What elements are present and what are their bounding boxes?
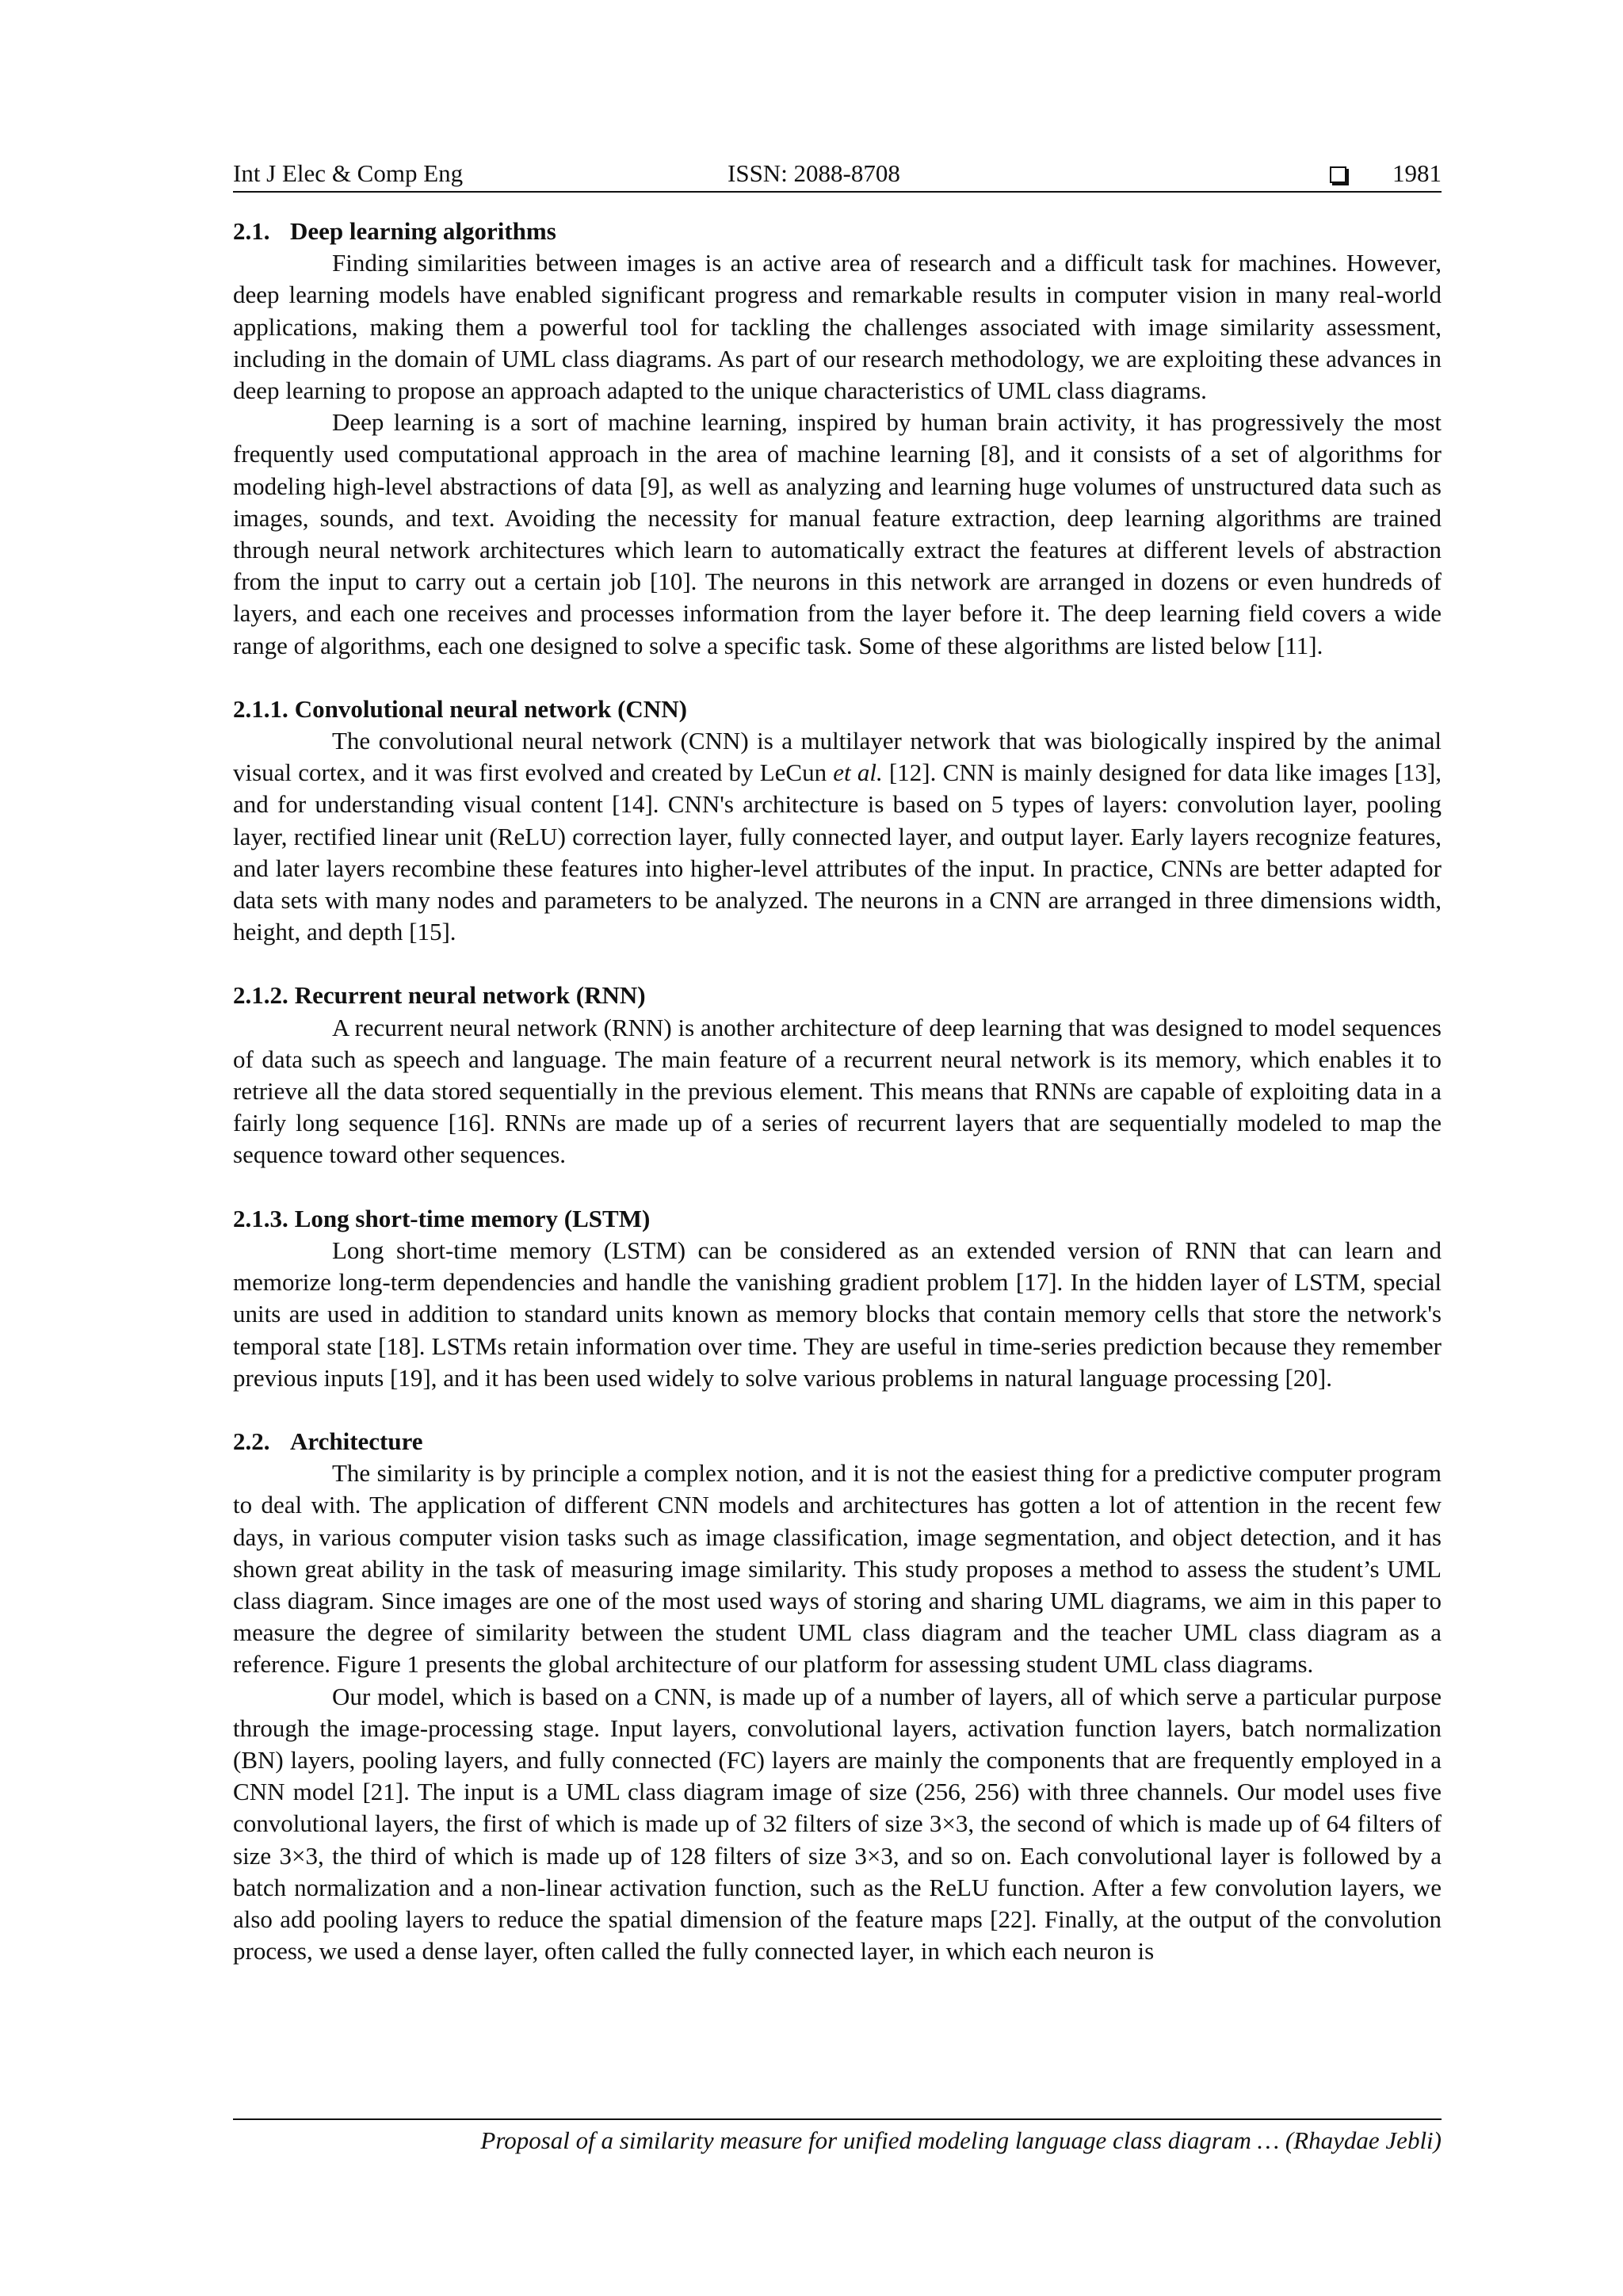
checkbox-square-icon (1330, 166, 1346, 183)
paragraph: Deep learning is a sort of machine learning, inspired by human brain activity, it has progressively the most frequently used computational approach in the area of machine learning [8], and it consists of a set of algorithms for modeling high-level abstractions of data [9], as well as analyzing and learning huge volumes of unstructured data such as images, sounds, and text. Avoiding the necessity for manual feature extraction, deep learning algorithms are trained through neural network architectures which learn to automatically extract the features at different levels of abstraction from the input to carry out a certain job [10]. The neurons in this network are arranged in dozens or even hundreds of layers, and each one receives and processes information from the layer before it. The deep learning field covers a wide range of algorithms, each one designed to solve a specific task. Some of these algorithms are listed below [11]. (233, 408, 1442, 659)
text-run: The convolutional neural network (CNN) is a multilayer network that was biologically inspired by the animal visual cortex, and it was first evolved and created by LeCun (233, 727, 1442, 787)
section-heading-2-1-2 (233, 980, 1442, 1011)
section-title: Long short-time memory (LSTM) (294, 1204, 651, 1232)
section-heading-2-1-1 (233, 693, 1442, 725)
section-heading-2-2 (233, 1426, 1442, 1457)
paragraph: Long short-time memory (LSTM) can be considered as an extended version of RNN that can learn and memorize long-term dependencies and handle the vanishing gradient problem [17]. In the hidden layer of LSTM, special units are used in addition to standard units known as memory blocks that contain memory cells that store the network's temporal state [18]. LSTMs retain information over time. They are useful in time-series prediction because they remember previous inputs [19], and it has been used widely to solve various problems in natural language processing [20]. (233, 1236, 1442, 1392)
body-text (233, 216, 1442, 1967)
paragraph: Our model, which is based on a CNN, is made up of a number of layers, all of which serve a particular purpose through the image-processing stage. Input layers, convolutional layers, activation function layers, batch normalization (BN) layers, pooling layers, and fully connected (FC) layers are mainly the components that are frequently employed in a CNN model [21]. The input is a UML class diagram image of size (256, 256) with three channels. Our model uses five convolutional layers, the first of which is made up of 32 filters of size 3×3, the second of which is made up of 64 filters of size 3×3, the third of which is made up of 128 filters of size 3×3, and so on. Each convolutional layer is followed by a batch normalization and a non-linear activation function, such as the ReLU function. After a few convolution layers, we also add pooling layers to reduce the spatial dimension of the feature maps [22]. Finally, at the output of the convolution process, we used a dense layer, often called the fully connected layer, in which each neuron is (233, 1682, 1442, 1966)
section-heading-2-1-3 (233, 1203, 1442, 1235)
italic-run: et al. (833, 758, 883, 787)
journal-name: Int J Elec & Comp Eng (233, 159, 464, 187)
section-number: 2.1.3. (233, 1204, 288, 1232)
section-title: Architecture (290, 1427, 423, 1455)
section-heading-2-1 (233, 216, 1442, 247)
paragraph: The similarity is by principle a complex notion, and it is not the easiest thing for a predictive computer program to deal with. The application of different CNN models and architectures has gotten a lot of attention in the recent few days, in various computer vision tasks such as image classification, image segmentation, and object detection, and it has shown great ability in the task of measuring image similarity. This study proposes a method to assess the student’s UML class diagram. Since images are one of the most used ways of storing and sharing UML diagrams, we aim in this paper to measure the degree of similarity between the student UML class diagram and the teacher UML class diagram as a reference. Figure 1 presents the global architecture of our platform for assessing student UML class diagrams. (233, 1459, 1442, 1679)
section-number: 2.2. (233, 1427, 270, 1455)
page-number-group (1330, 155, 1442, 192)
paragraph: Finding similarities between images is an active area of research and a difficult task for machines. However, deep learning models have enabled significant progress and remarkable results in computer vision in many real-world applications, making them a powerful tool for tackling the challenges associated with image similarity assessment, including in the domain of UML class diagrams. As part of our research methodology, we are exploiting these advances in deep learning to propose an approach adapted to the unique characteristics of UML class diagrams. (233, 249, 1442, 405)
spacer (233, 1394, 1442, 1426)
section-number: 2.1.2. (233, 981, 288, 1010)
spacer (233, 1171, 1442, 1203)
section-title: Recurrent neural network (RNN) (294, 981, 646, 1010)
footer-rule (233, 2118, 1442, 2120)
paragraph (233, 725, 1442, 948)
header-rule (233, 191, 1442, 193)
section-title: Deep learning algorithms (290, 217, 556, 245)
section-title: Convolutional neural network (CNN) (294, 694, 687, 723)
page-number: 1981 (1392, 159, 1442, 187)
paragraph: A recurrent neural network (RNN) is another architecture of deep learning that was designed to model sequences of data such as speech and language. The main feature of a recurrent neural network is its memory, which enables it to retrieve all the data stored sequentially in the previous element. This means that RNNs are capable of exploiting data in a fairly long sequence [16]. RNNs are made up of a series of recurrent layers that are sequentially modeled to map the sequence toward other sequences. (233, 1013, 1442, 1169)
section-number: 2.1.1. (233, 694, 288, 723)
text-run: [12]. CNN is mainly designed for data like images [13], and for understanding visual content [14]. CNN's architecture is based on 5 types of layers: convolution layer, pooling layer, rectified linear unit (ReLU) correction layer, fully connected layer, and output layer. Early layers recognize features, and later layers recombine these features into higher-level attributes of the input. In practice, CNNs are better adapted for data sets with many nodes and parameters to be analyzed. The neurons in a CNN are arranged in three dimensions width, height, and depth [15]. (233, 758, 1442, 946)
spacer (233, 948, 1442, 980)
issn: ISSN: 2088-8708 (727, 159, 900, 187)
section-number: 2.1. (233, 217, 270, 245)
running-footer: Proposal of a similarity measure for unified modeling language class diagram … (Rhaydae Jebli) (480, 2126, 1442, 2154)
running-header (233, 155, 1442, 192)
spacer (233, 662, 1442, 693)
